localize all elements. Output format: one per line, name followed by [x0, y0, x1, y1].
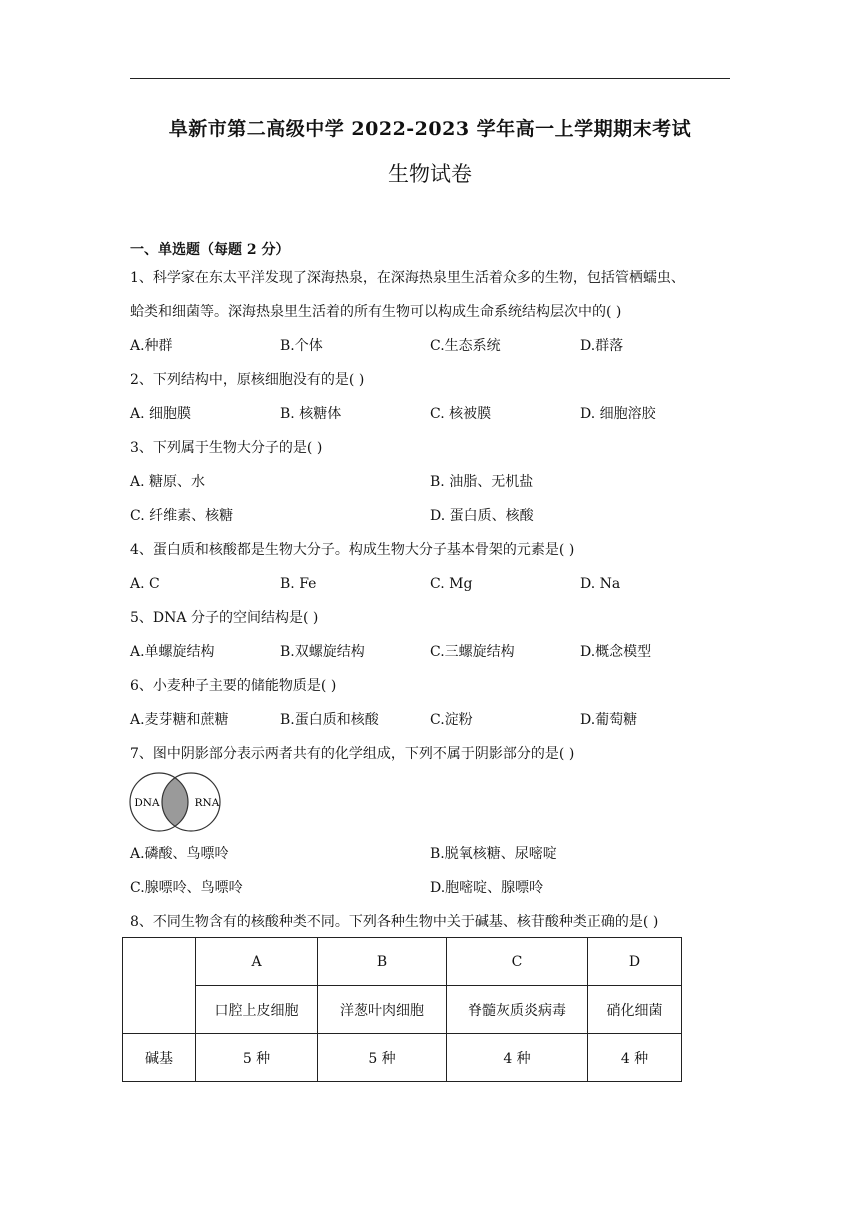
table-cell-organism-a: 口腔上皮细胞 [196, 986, 318, 1034]
question-1-option-c: C.生态系统 [430, 338, 501, 354]
question-5-option-b: B.双螺旋结构 [280, 644, 365, 660]
question-6-option-d: D.葡萄糖 [580, 712, 638, 728]
section-heading: 一、单选题（每题 2 分） [130, 242, 290, 258]
exam-title: 阜新市第二高级中学 2022-2023 学年高一上学期期末考试 [168, 118, 692, 140]
question-6-option-b: B.蛋白质和核酸 [280, 712, 379, 728]
question-7-option-d: D.胞嘧啶、腺嘌呤 [430, 880, 544, 896]
table-cell-bases-c: 4 种 [447, 1034, 588, 1082]
question-2-option-b: B. 核糖体 [280, 406, 342, 422]
header-rule [130, 78, 730, 79]
question-3-option-b: B. 油脂、无机盐 [430, 474, 534, 490]
question-3-option-a: A. 糖原、水 [130, 474, 206, 490]
question-8-stem: 8、不同生物含有的核酸种类不同。下列各种生物中关于碱基、核苷酸种类正确的是( ) [130, 914, 659, 930]
question-4-option-c: C. Mg [430, 576, 473, 592]
question-4-option-b: B. Fe [280, 576, 317, 592]
table-cell-bases-b: 5 种 [318, 1034, 447, 1082]
table-cell-bases-d: 4 种 [588, 1034, 682, 1082]
question-2-option-a: A. 细胞膜 [130, 406, 192, 422]
table-row-letters [123, 938, 682, 986]
table-cell-bases-a: 5 种 [196, 1034, 318, 1082]
table-corner-cell [123, 938, 196, 1034]
question-4-stem: 4、蛋白质和核酸都是生物大分子。构成生物大分子基本骨架的元素是( ) [130, 542, 575, 558]
table-row-bases [123, 1034, 682, 1082]
venn-label-dna: DNA [134, 797, 160, 809]
question-2-option-c: C. 核被膜 [430, 406, 492, 422]
question-7-option-c: C.腺嘌呤、鸟嘌呤 [130, 880, 243, 896]
question-1-stem-line2: 蛤类和细菌等。深海热泉里生活着的所有生物可以构成生命系统结构层次中的( ) [130, 304, 622, 320]
exam-subtitle: 生物试卷 [388, 162, 472, 186]
question-5-stem: 5、DNA 分子的空间结构是( ) [130, 610, 319, 626]
question-5-option-d: D.概念模型 [580, 644, 652, 660]
question-7-option-b: B.脱氧核糖、尿嘧啶 [430, 846, 557, 862]
question-1-option-d: D.群落 [580, 338, 624, 354]
question-2-option-d: D. 细胞溶胶 [580, 406, 656, 422]
venn-label-rna: RNA [194, 797, 220, 809]
question-2-stem: 2、下列结构中，原核细胞没有的是( ) [130, 372, 365, 388]
question-5-option-a: A.单螺旋结构 [130, 644, 215, 660]
question-6-stem: 6、小麦种子主要的储能物质是( ) [130, 678, 337, 694]
table-row-organisms [123, 986, 682, 1034]
question-6-option-c: C.淀粉 [430, 712, 473, 728]
question-3-option-d: D. 蛋白质、核酸 [430, 508, 534, 524]
question-5-option-c: C.三螺旋结构 [430, 644, 515, 660]
table-row-label: 碱基 [123, 1034, 196, 1082]
table-cell-letter-d: D [588, 938, 682, 986]
question-8-table [122, 937, 682, 1082]
question-6-option-a: A.麦芽糖和蔗糖 [130, 712, 229, 728]
question-7-stem: 7、图中阴影部分表示两者共有的化学组成，下列不属于阴影部分的是( ) [130, 746, 575, 762]
table-cell-organism-c: 脊髓灰质炎病毒 [447, 986, 588, 1034]
question-1-stem-line1: 1、科学家在东太平洋发现了深海热泉，在深海热泉里生活着众多的生物，包括管栖蠕虫、 [130, 270, 685, 286]
question-4-option-a: A. C [130, 576, 160, 592]
question-1-option-a: A.种群 [130, 338, 173, 354]
table-cell-letter-c: C [447, 938, 588, 986]
question-3-option-c: C. 纤维素、核糖 [130, 508, 234, 524]
question-3-stem: 3、下列属于生物大分子的是( ) [130, 440, 323, 456]
question-4-option-d: D. Na [580, 576, 621, 592]
table-cell-letter-b: B [318, 938, 447, 986]
table-cell-organism-b: 洋葱叶肉细胞 [318, 986, 447, 1034]
table-cell-letter-a: A [196, 938, 318, 986]
table-cell-organism-d: 硝化细菌 [588, 986, 682, 1034]
venn-diagram [128, 770, 224, 834]
question-1-option-b: B.个体 [280, 338, 323, 354]
question-7-option-a: A.磷酸、鸟嘌呤 [130, 846, 229, 862]
